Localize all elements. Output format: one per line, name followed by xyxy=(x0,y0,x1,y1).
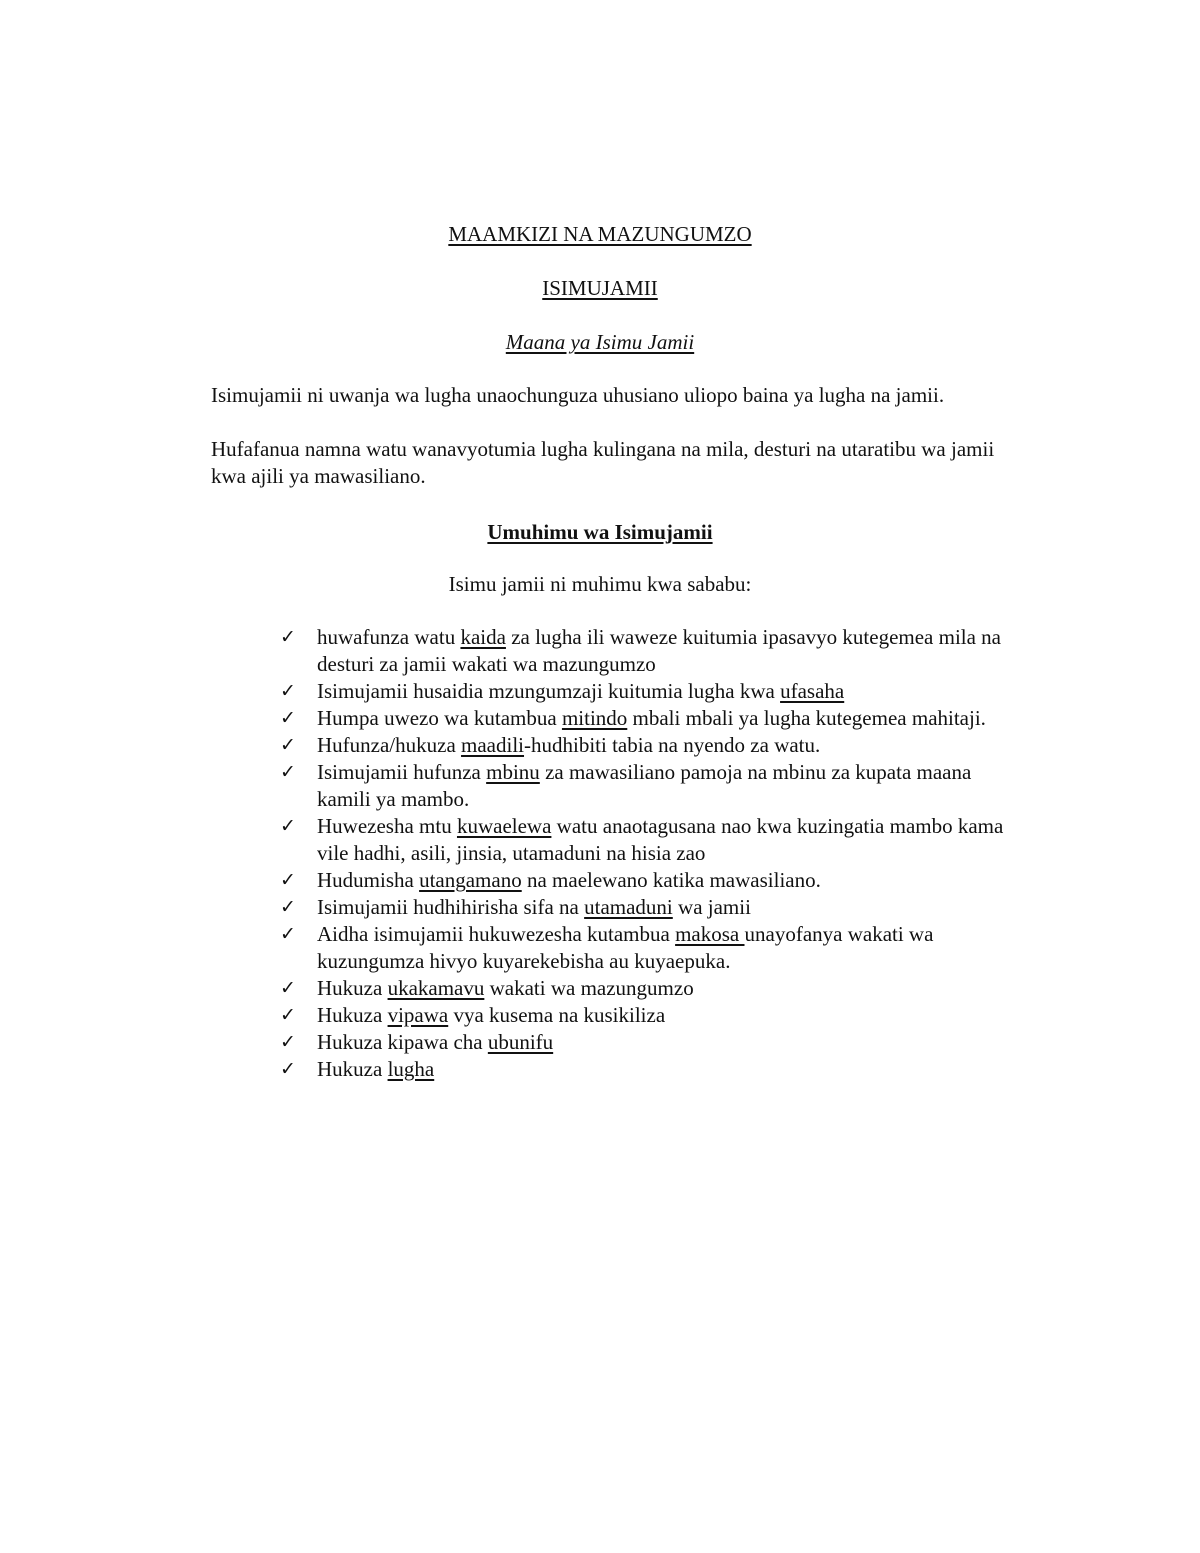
document-title: MAAMKIZI NA MAZUNGUMZO xyxy=(448,222,752,246)
item-text: Huwezesha mtu xyxy=(317,814,457,838)
item-keyword: ubunifu xyxy=(487,1030,554,1054)
item-keyword: mbinu xyxy=(486,760,540,784)
item-text-rest: za mawasiliano pamoja na mbinu za kupata maana kamili ya mambo. xyxy=(317,760,972,811)
item-keyword: kaida xyxy=(460,625,506,649)
item-text-rest: unayofanya wakati wa kuzungumza hivyo kuyarekebisha au kuyaepuka. xyxy=(317,922,934,973)
item-keyword: vipawa xyxy=(387,1003,449,1027)
list-item xyxy=(280,867,1020,894)
item-text: Hukuza xyxy=(317,1003,388,1027)
check-mark-icon: ✓ xyxy=(280,1004,296,1026)
section-heading-meaning: Maana ya Isimu Jamii xyxy=(505,330,695,354)
check-mark-icon: ✓ xyxy=(280,896,296,918)
item-keyword: lugha xyxy=(387,1057,435,1081)
check-mark-icon: ✓ xyxy=(280,977,296,999)
importance-intro: Isimu jamii ni muhimu kwa sababu: xyxy=(448,572,752,596)
list-item xyxy=(280,624,1020,678)
item-keyword: ufasaha xyxy=(780,679,845,703)
item-keyword: utangamano xyxy=(419,868,522,892)
list-item xyxy=(280,759,1020,813)
item-text-rest: wa jamii xyxy=(672,895,751,919)
section-heading-importance: Umuhimu wa Isimujamii xyxy=(487,520,713,544)
check-mark-icon: ✓ xyxy=(280,815,296,837)
item-keyword: makosa xyxy=(675,922,745,946)
item-keyword: utamaduni xyxy=(584,895,673,919)
check-mark-icon: ✓ xyxy=(280,680,296,702)
item-text: Hufunza/hukuza xyxy=(317,733,462,757)
item-keyword: maadili xyxy=(461,733,525,757)
item-text-rest: -hudhibiti tabia na nyendo za watu. xyxy=(524,733,821,757)
item-keyword: ukakamavu xyxy=(387,976,485,1000)
item-text-rest: wakati wa mazungumzo xyxy=(484,976,694,1000)
item-text: Hukuza xyxy=(317,1057,388,1081)
check-mark-icon: ✓ xyxy=(280,1031,296,1053)
list-item xyxy=(280,1029,1020,1056)
check-mark-icon: ✓ xyxy=(280,1058,296,1080)
check-mark-icon: ✓ xyxy=(280,707,296,729)
item-text: Humpa uwezo wa kutambua xyxy=(317,706,562,730)
check-mark-icon: ✓ xyxy=(280,923,296,945)
item-text: Hukuza kipawa cha xyxy=(317,1030,488,1054)
description-paragraph: Hufafanua namna watu wanavyotumia lugha kulingana na mila, desturi na utaratibu wa jamii kwa ajili ya mawasiliano. xyxy=(211,437,995,488)
item-text: Isimujamii hudhihirisha sifa na xyxy=(317,895,585,919)
list-item xyxy=(280,921,1020,975)
item-text-rest: za lugha ili waweze kuitumia ipasavyo kutegemea mila na desturi za jamii wakati wa mazungumzo xyxy=(317,625,1002,676)
document-subtitle: ISIMUJAMII xyxy=(542,276,658,300)
item-text: Hukuza xyxy=(317,976,388,1000)
list-item xyxy=(280,705,1020,732)
check-mark-icon: ✓ xyxy=(280,869,296,891)
item-text-rest: na maelewano katika mawasiliano. xyxy=(521,868,821,892)
item-text-rest: watu anaotagusana nao kwa kuzingatia mambo kama vile hadhi, asili, jinsia, utamaduni na hisia zao xyxy=(317,814,1004,865)
check-mark-icon: ✓ xyxy=(280,626,296,648)
list-item xyxy=(280,975,1020,1002)
list-item xyxy=(280,894,1020,921)
item-text: Isimujamii hufunza xyxy=(317,760,487,784)
item-text: Hudumisha xyxy=(317,868,420,892)
item-text-rest: vya kusema na kusikiliza xyxy=(448,1003,666,1027)
definition-paragraph: Isimujamii ni uwanja wa lugha unaochunguza uhusiano uliopo baina ya lugha na jamii. xyxy=(211,383,945,407)
list-item xyxy=(280,732,1020,759)
item-keyword: mitindo xyxy=(561,706,628,730)
item-keyword: kuwaelewa xyxy=(456,814,552,838)
importance-list xyxy=(280,624,1020,1083)
check-mark-icon: ✓ xyxy=(280,761,296,783)
list-item xyxy=(280,678,1020,705)
item-text: Aidha isimujamii hukuwezesha kutambua xyxy=(317,922,676,946)
list-item xyxy=(280,813,1020,867)
list-item xyxy=(280,1056,1020,1083)
item-text-rest: mbali mbali ya lugha kutegemea mahitaji. xyxy=(627,706,986,730)
item-text: Isimujamii husaidia mzungumzaji kuitumia lugha kwa xyxy=(317,679,781,703)
list-item xyxy=(280,1002,1020,1029)
item-text: huwafunza watu xyxy=(317,625,461,649)
check-mark-icon: ✓ xyxy=(280,734,296,756)
